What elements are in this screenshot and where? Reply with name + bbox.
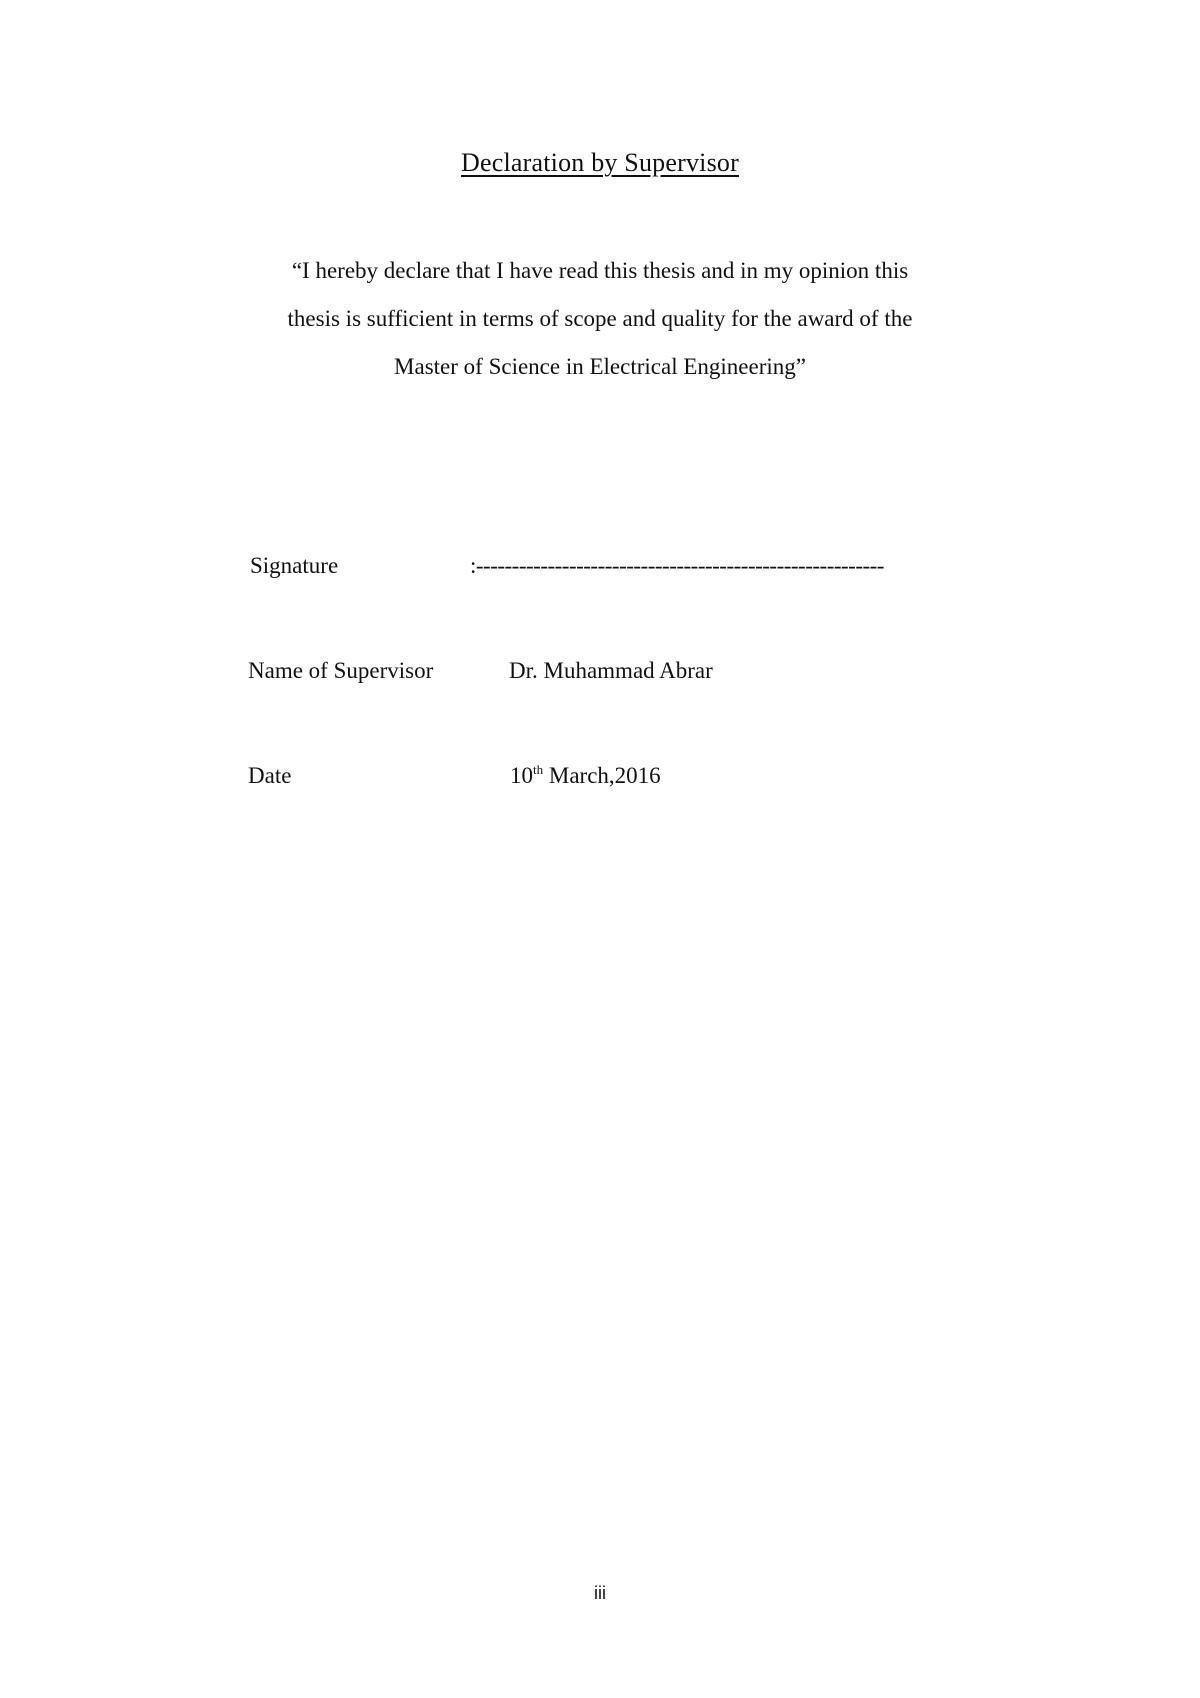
page-number: iii [594, 1583, 606, 1603]
signature-label: Signature [250, 553, 339, 578]
date-label: Date [248, 763, 292, 788]
quote-line: thesis is sufficient in terms of scope and quality for the award of the [287, 306, 913, 331]
page-title: Declaration by Supervisor [461, 148, 739, 177]
date-ordinal-suffix: th [533, 762, 544, 777]
quote-line: “I hereby declare that I have read this thesis and in my opinion this [291, 258, 909, 283]
date-day: 10 [510, 763, 533, 788]
date-month-year: March,2016 [543, 763, 661, 788]
supervisor-name-label: Name of Supervisor [248, 658, 434, 683]
declaration-quote [0, 247, 1200, 391]
supervisor-name-value: Dr. Muhammad Abrar [509, 658, 713, 683]
quote-line: Master of Science in Electrical Engineering” [394, 354, 806, 379]
date-value [510, 763, 661, 789]
signature-line: :--------------------------------------------------------- [470, 553, 884, 578]
